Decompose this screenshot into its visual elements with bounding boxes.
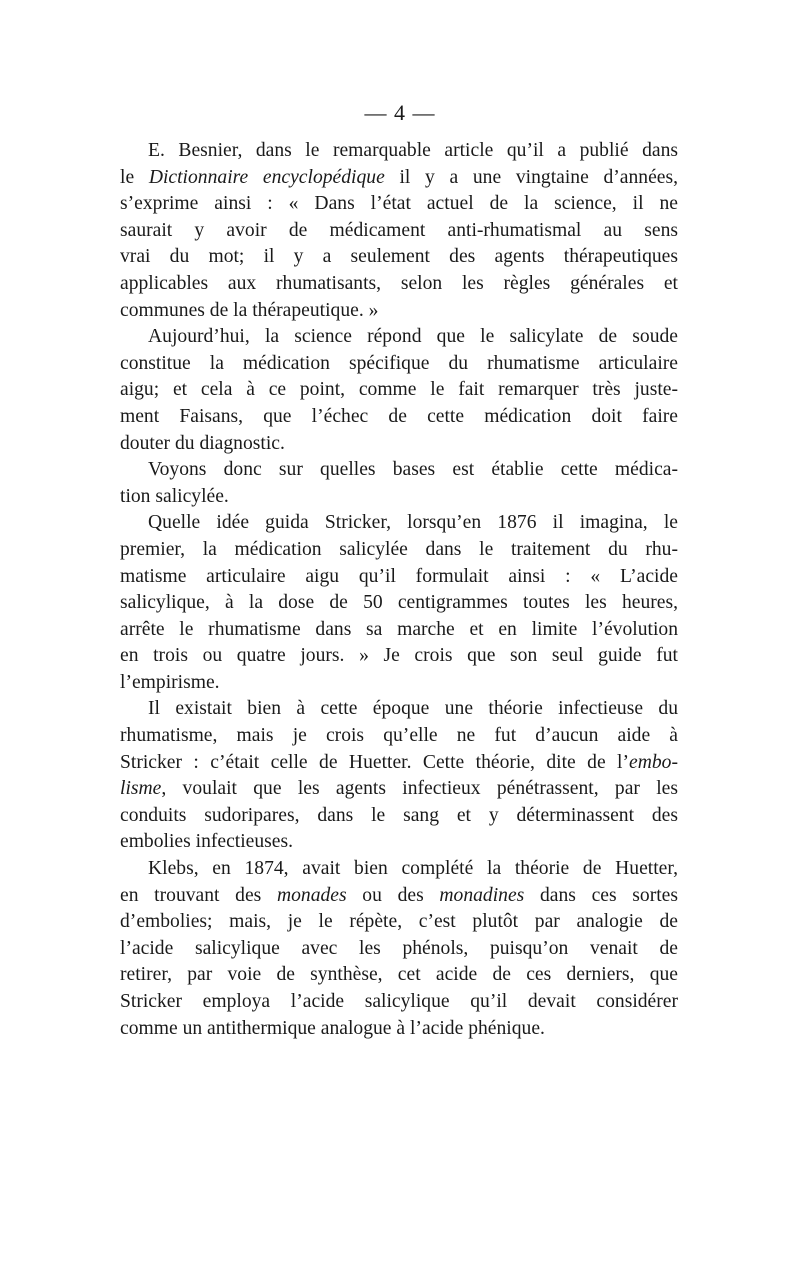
text-line: [120, 404, 678, 431]
text-segment: il y a une vingtaine d’années,: [384, 166, 678, 188]
text-segment: constitue la médication spécifique du rhumatisme articulaire: [120, 352, 678, 374]
text-segment: arrête le rhumatisme dans sa marche et en limite l’évolution: [120, 618, 678, 640]
text-segment: matisme articulaire aigu qu’il formulait ainsi : « L’acide: [120, 565, 678, 587]
text-segment: d’embolies; mais, je le répète, c’est plutôt par analogie de: [120, 911, 678, 933]
text-line: [120, 643, 678, 670]
text-segment: , voulait que les agents infectieux pénétrassent, par les: [161, 778, 678, 800]
text-line: [120, 962, 678, 989]
paragraph: [120, 324, 678, 457]
text-line: [120, 218, 678, 245]
italic-text: Dictionnaire encyclopédique: [148, 166, 385, 188]
italic-text: embo-: [629, 751, 678, 773]
text-segment: en trois ou quatre jours. » Je crois que son seul guide fut: [120, 645, 678, 667]
text-segment: applicables aux rhumatisants, selon les règles générales et: [120, 272, 678, 294]
text-line: [120, 776, 678, 803]
text-line: [120, 484, 678, 511]
text-segment: le: [120, 166, 149, 188]
text-segment: en trouvant des: [120, 884, 277, 906]
text-segment: Stricker employa l’acide salicylique qu’il devait considérer: [120, 991, 678, 1012]
text-segment: comme un antithermique analogue à l’acide phénique.: [120, 1017, 545, 1039]
text-line: [120, 590, 678, 617]
text-segment: aigu; et cela à ce point, comme le fait remarquer très juste-: [120, 379, 678, 401]
text-line: [120, 351, 678, 378]
text-line: [120, 324, 678, 351]
text-segment: salicylique, à la dose de 50 centigrammes toutes les heures,: [120, 592, 678, 614]
text-segment: l’empirisme.: [120, 671, 220, 693]
text-segment: ou des: [346, 884, 440, 906]
text-segment: communes de la thérapeutique. »: [120, 299, 379, 321]
text-line: [120, 244, 678, 271]
text-segment: retirer, par voie de synthèse, cet acide de ces derniers, que: [120, 964, 678, 986]
text-line: [120, 909, 678, 936]
italic-text: lisme: [120, 778, 162, 800]
text-line: [120, 617, 678, 644]
text-line: [120, 829, 678, 856]
text-line: [120, 138, 678, 165]
text-line: [120, 750, 678, 777]
text-segment: s’exprime ainsi : « Dans l’état actuel de la science, il ne: [120, 193, 678, 215]
text-segment: Aujourd’hui, la science répond que le salicylate de soude: [148, 326, 678, 348]
text-line: [120, 989, 678, 1016]
body-text: [120, 138, 678, 1042]
text-segment: Voyons donc sur quelles bases est établie cette médica-: [148, 459, 678, 481]
text-line: [120, 883, 678, 910]
text-line: [120, 803, 678, 830]
text-line: [120, 271, 678, 298]
text-line: [120, 537, 678, 564]
text-segment: Stricker : c’était celle de Huetter. Cette théorie, dite de l’: [120, 751, 630, 773]
text-line: [120, 298, 678, 325]
text-segment: dans ces sortes: [524, 884, 678, 906]
text-segment: embolies infectieuses.: [120, 831, 294, 853]
italic-text: monadines: [439, 884, 525, 906]
text-segment: saurait y avoir de médicament anti-rhumatismal au sens: [120, 219, 678, 241]
text-line: [120, 510, 678, 537]
text-line: [120, 431, 678, 458]
text-line: [120, 696, 678, 723]
paragraph: [120, 138, 678, 324]
text-line: [120, 723, 678, 750]
paragraph: [120, 696, 678, 856]
text-line: [120, 191, 678, 218]
text-line: [120, 165, 678, 192]
text-line: [120, 1016, 678, 1043]
text-line: [120, 457, 678, 484]
text-segment: conduits sudoripares, dans le sang et y déterminassent des: [120, 804, 678, 826]
text-segment: tion salicylée.: [120, 485, 229, 507]
text-segment: douter du diagnostic.: [120, 432, 285, 454]
italic-text: monades: [276, 884, 347, 906]
paragraph: [120, 510, 678, 696]
paragraph: [120, 457, 678, 510]
text-segment: vrai du mot; il y a seulement des agents thérapeutiques: [120, 246, 678, 268]
text-segment: ment Faisans, que l’échec de cette médication doit faire: [120, 405, 678, 427]
text-line: [120, 936, 678, 963]
text-segment: Klebs, en 1874, avait bien complété la théorie de Huetter,: [148, 858, 678, 880]
page-number: — 4 —: [364, 100, 436, 125]
text-line: [120, 377, 678, 404]
paragraph: [120, 856, 678, 1042]
text-segment: rhumatisme, mais je crois qu’elle ne fut d’aucun aide à: [120, 725, 678, 747]
text-segment: Il existait bien à cette époque une théorie infectieuse du: [148, 698, 678, 720]
text-line: [120, 670, 678, 697]
text-segment: Quelle idée guida Stricker, lorsqu’en 1876 il imagina, le: [148, 512, 678, 534]
text-segment: premier, la médication salicylée dans le traitement du rhu-: [120, 538, 678, 560]
text-line: [120, 564, 678, 591]
text-segment: E. Besnier, dans le remarquable article qu’il a publié dans: [148, 140, 678, 161]
text-segment: l’acide salicylique avec les phénols, puisqu’on venait de: [120, 937, 678, 959]
text-line: [120, 856, 678, 883]
